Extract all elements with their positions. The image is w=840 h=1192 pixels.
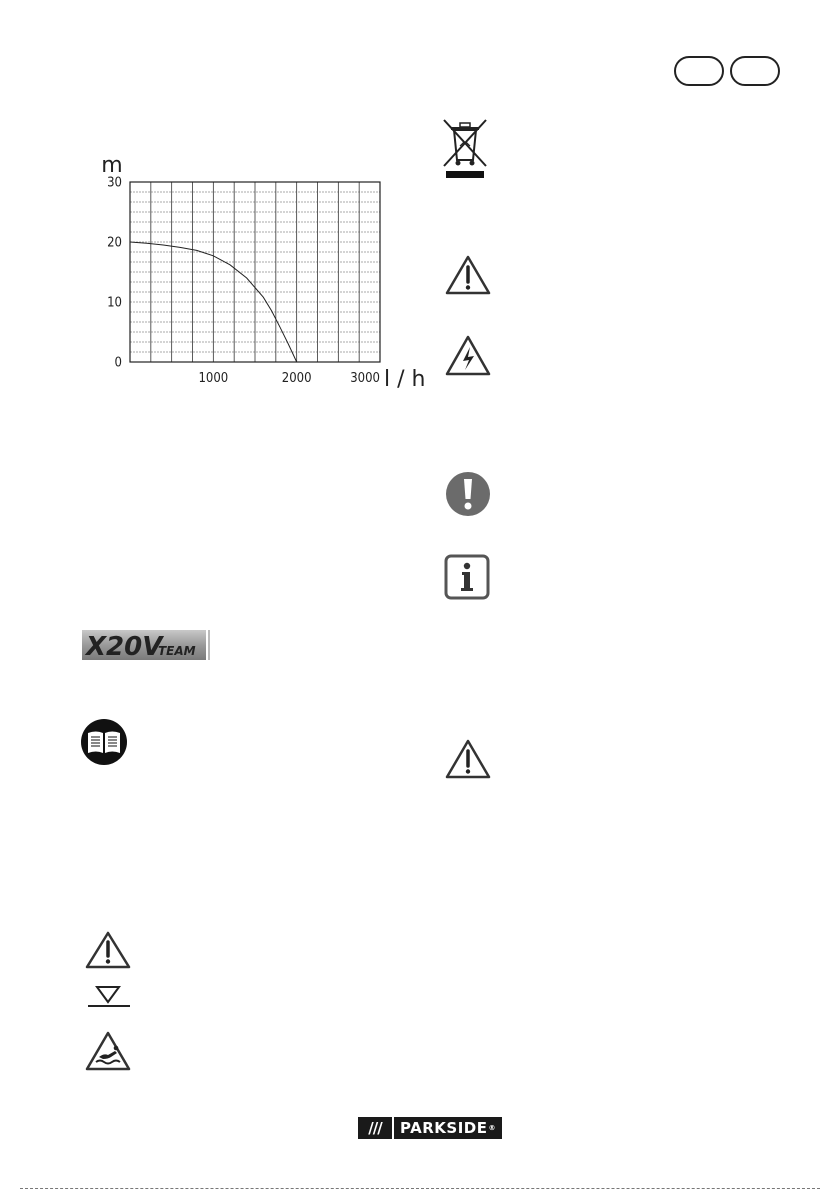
warning-triangle-icon [444,254,492,296]
x-tick-label: 3000 [350,371,380,386]
x20v-logo-text: X20V [86,632,163,660]
x20v-logo-suffix: TEAM [158,644,196,658]
chart-svg [88,148,428,388]
x-axis-label: l / h [384,367,426,388]
parkside-logo-name [394,1117,502,1139]
page-cut-line [20,1188,820,1189]
weee-crossed-bin-icon [440,118,490,180]
y-tick-label: 10 [107,295,122,311]
language-pill-2 [730,56,780,86]
manual-book-icon [80,718,128,766]
y-axis-label: m [101,153,123,178]
x20v-team-logo [82,630,212,660]
parkside-logo-text: PARKSIDE [400,1119,488,1137]
warning-triangle-icon [444,738,492,780]
warning-triangle-icon [84,930,132,970]
info-icon [444,554,490,600]
electric-hazard-icon [444,334,492,378]
parkside-logo [358,1117,502,1139]
parkside-registered-mark: ® [488,1124,496,1132]
y-tick-label: 30 [107,175,122,191]
y-tick-label: 20 [107,235,122,251]
x-tick-label: 2000 [281,371,312,386]
y-tick-label: 0 [114,355,122,371]
no-swimming-icon [84,1030,132,1072]
parkside-logo-slashes: /// [358,1117,392,1139]
x-tick-label: 1000 [198,371,229,386]
language-pill-1 [674,56,724,86]
exclamation-circle-icon [444,470,492,518]
pump-performance-chart [88,148,428,392]
water-level-icon [86,985,132,1009]
